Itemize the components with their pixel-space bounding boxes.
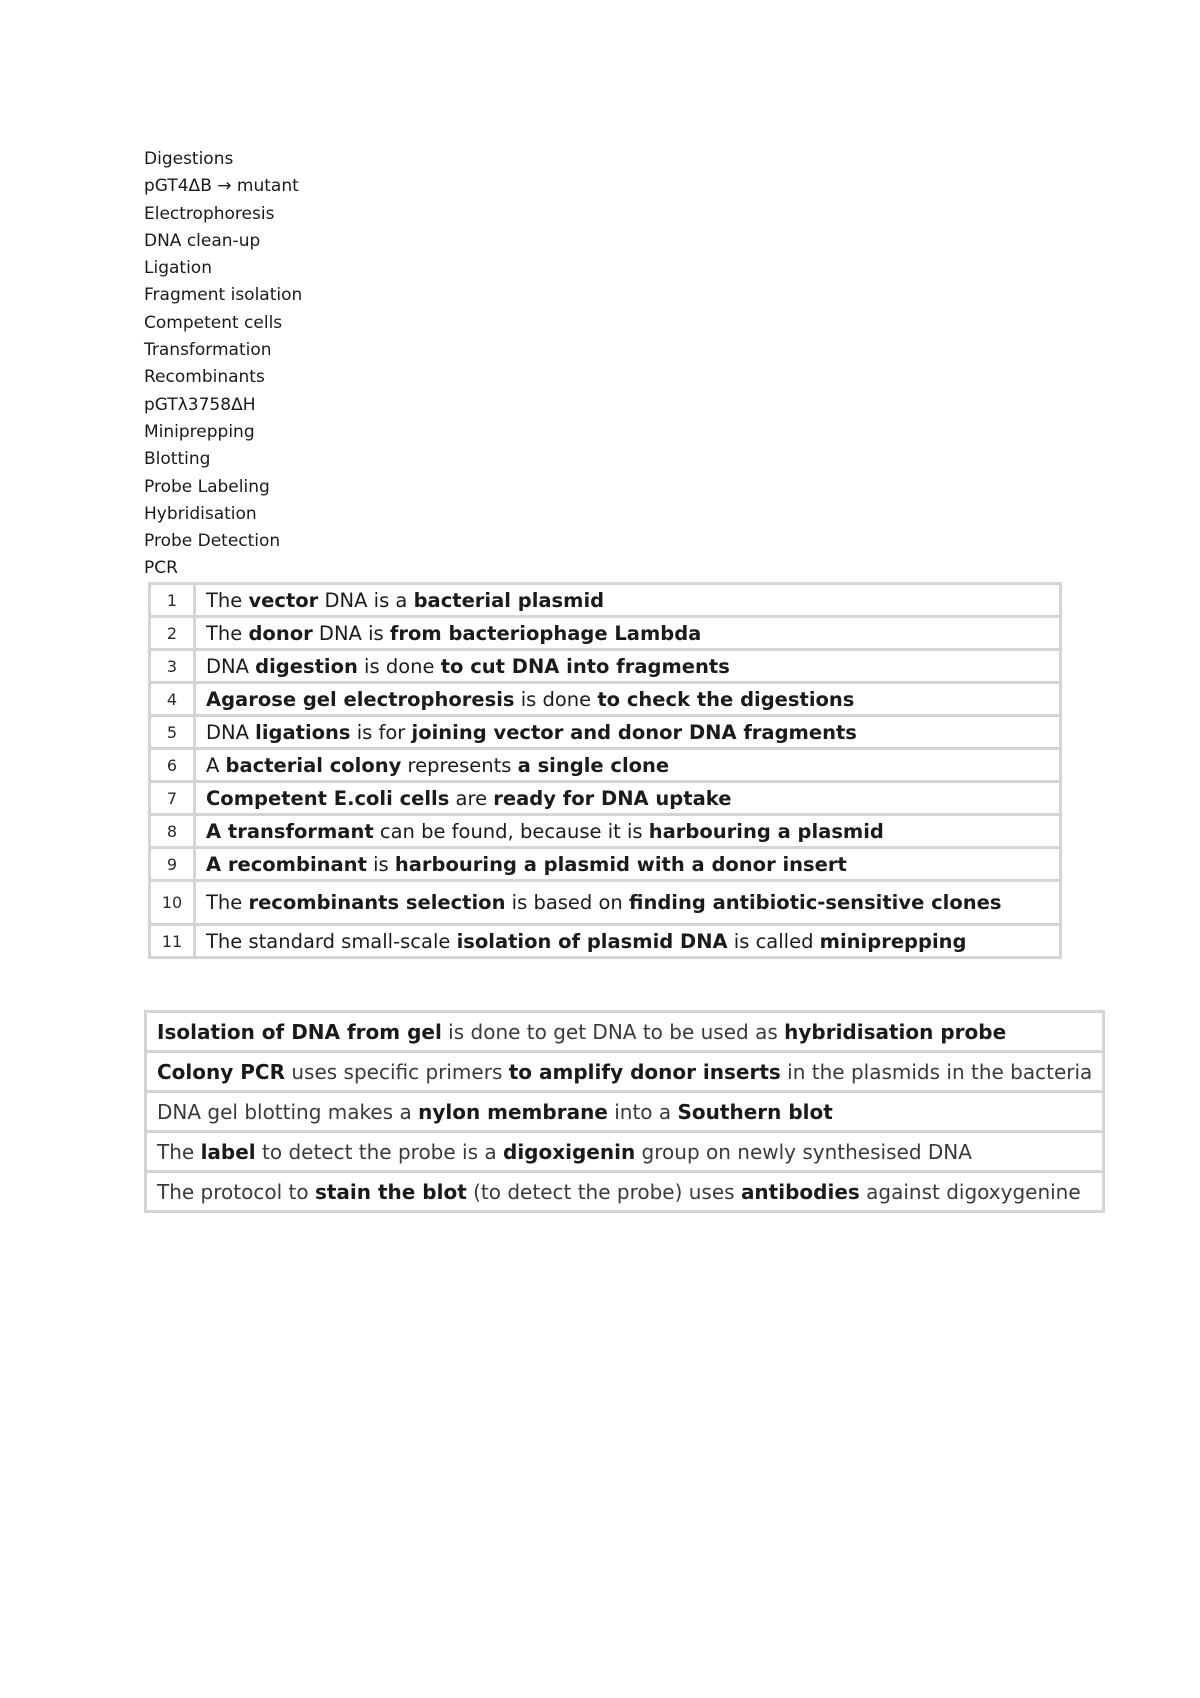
statement-text bbox=[195, 782, 1061, 815]
topic-item: pGTλ3758ΔH bbox=[144, 394, 256, 415]
extra-statement-row bbox=[146, 1132, 1104, 1172]
topic-item: Transformation bbox=[144, 340, 272, 361]
text-phrase: The protocol to bbox=[157, 1179, 315, 1204]
statement-row bbox=[150, 749, 1061, 782]
bold-phrase: digestion bbox=[255, 654, 358, 678]
bold-phrase: isolation of plasmid DNA bbox=[456, 929, 728, 953]
text-phrase: The bbox=[206, 891, 249, 914]
text-phrase: is bbox=[366, 852, 395, 876]
text-phrase: can be found, because it is bbox=[373, 819, 649, 843]
numbered-statements-body bbox=[150, 584, 1061, 958]
bold-phrase: to cut DNA into fragments bbox=[440, 654, 730, 678]
text-phrase: group on newly synthesised DNA bbox=[635, 1139, 972, 1164]
statement-row bbox=[150, 650, 1061, 683]
text-phrase: is done to get DNA to be used as bbox=[441, 1019, 785, 1044]
extra-statement-row bbox=[146, 1052, 1104, 1092]
bold-phrase: A transformant bbox=[206, 819, 374, 843]
extra-statement-row bbox=[146, 1012, 1104, 1052]
text-phrase: in the plasmids in the bacteria bbox=[780, 1059, 1093, 1084]
topic-item: Competent cells bbox=[144, 312, 283, 333]
bold-phrase: antibodies bbox=[740, 1179, 860, 1204]
statement-row bbox=[150, 782, 1061, 815]
statement-number: 5 bbox=[150, 716, 195, 749]
text-phrase: is for bbox=[350, 720, 412, 744]
extra-statement-row bbox=[146, 1172, 1104, 1212]
statement-row bbox=[150, 881, 1061, 925]
text-phrase: DNA is a bbox=[318, 588, 414, 612]
bold-phrase: ligations bbox=[255, 720, 351, 744]
text-phrase: The bbox=[206, 621, 249, 645]
text-phrase: (to detect the probe) uses bbox=[466, 1179, 741, 1204]
topic-item: Digestions bbox=[144, 149, 234, 169]
topic-item: PCR bbox=[144, 558, 178, 579]
bold-phrase: to amplify donor inserts bbox=[508, 1059, 781, 1084]
extra-statement-text bbox=[146, 1012, 1104, 1052]
text-phrase: is called bbox=[727, 929, 820, 953]
topic-item: Probe Detection bbox=[144, 531, 281, 552]
statement-number: 10 bbox=[150, 881, 195, 925]
bold-phrase: joining vector and donor DNA fragments bbox=[411, 720, 857, 744]
text-phrase: DNA gel blotting makes a bbox=[157, 1099, 419, 1124]
topic-item: Miniprepping bbox=[144, 421, 255, 442]
text-phrase: DNA bbox=[206, 654, 256, 678]
bold-phrase: hybridisation probe bbox=[784, 1019, 1007, 1044]
statement-text bbox=[195, 815, 1061, 848]
statement-number: 3 bbox=[150, 650, 195, 683]
topic-item: pGT4ΔB → mutant bbox=[144, 176, 299, 197]
statement-row bbox=[150, 848, 1061, 881]
bold-phrase: Isolation of DNA from gel bbox=[157, 1019, 442, 1044]
bold-phrase: A recombinant bbox=[206, 852, 367, 876]
statement-row bbox=[150, 925, 1061, 958]
topic-item: Electrophoresis bbox=[144, 203, 275, 224]
topic-item: DNA clean-up bbox=[144, 230, 261, 251]
statement-number: 4 bbox=[150, 683, 195, 716]
statement-text bbox=[195, 881, 1061, 925]
text-phrase: The bbox=[206, 588, 249, 612]
numbered-statements-table bbox=[148, 582, 1062, 959]
text-phrase: A bbox=[206, 753, 226, 777]
text-phrase: to detect the probe is a bbox=[255, 1139, 503, 1164]
text-phrase: against digoxygenine bbox=[859, 1179, 1081, 1204]
statement-text bbox=[195, 749, 1061, 782]
bold-phrase: label bbox=[200, 1139, 256, 1164]
topic-item: Ligation bbox=[144, 258, 212, 279]
additional-statements-table bbox=[144, 1010, 1105, 1213]
statement-row bbox=[150, 716, 1061, 749]
statement-text bbox=[195, 716, 1061, 749]
text-phrase: The standard small-scale bbox=[206, 929, 457, 953]
bold-phrase: nylon membrane bbox=[418, 1099, 608, 1124]
text-phrase: into a bbox=[607, 1099, 678, 1124]
text-phrase: uses specific primers bbox=[285, 1059, 509, 1084]
statement-number: 6 bbox=[150, 749, 195, 782]
bold-phrase: donor bbox=[248, 621, 313, 645]
bold-phrase: ready for DNA uptake bbox=[493, 786, 732, 810]
statement-row bbox=[150, 815, 1061, 848]
bold-phrase: a single clone bbox=[517, 753, 670, 777]
bold-phrase: Competent E.coli cells bbox=[206, 786, 450, 810]
extra-statement-text bbox=[146, 1172, 1104, 1212]
extra-statement-text bbox=[146, 1132, 1104, 1172]
statement-number: 9 bbox=[150, 848, 195, 881]
bold-phrase: bacterial colony bbox=[225, 753, 402, 777]
text-phrase: DNA is bbox=[312, 621, 390, 645]
bold-phrase: Southern blot bbox=[677, 1099, 833, 1124]
bold-phrase: recombinants selection bbox=[248, 891, 506, 914]
bold-phrase: bacterial plasmid bbox=[413, 588, 605, 612]
statement-text bbox=[195, 650, 1061, 683]
statement-text bbox=[195, 683, 1061, 716]
bold-phrase: harbouring a plasmid with a donor insert bbox=[394, 852, 847, 876]
statement-number: 1 bbox=[150, 584, 195, 617]
text-phrase: is done bbox=[357, 654, 441, 678]
statement-text bbox=[195, 584, 1061, 617]
bold-phrase: digoxigenin bbox=[503, 1139, 636, 1164]
statement-text bbox=[195, 617, 1061, 650]
statement-number: 8 bbox=[150, 815, 195, 848]
text-phrase: are bbox=[449, 786, 494, 810]
additional-statements-body bbox=[146, 1012, 1104, 1212]
text-phrase: represents bbox=[401, 753, 518, 777]
topic-item: Blotting bbox=[144, 449, 211, 470]
bold-phrase: to check the digestions bbox=[597, 687, 855, 711]
bold-phrase: vector bbox=[248, 588, 319, 612]
bold-phrase: finding antibiotic-sensitive clones bbox=[629, 891, 1002, 914]
topic-item: Fragment isolation bbox=[144, 285, 303, 306]
statement-text bbox=[195, 925, 1061, 958]
extra-statement-text bbox=[146, 1052, 1104, 1092]
text-phrase: is based on bbox=[505, 891, 629, 914]
text-phrase: is done bbox=[514, 687, 598, 711]
topic-item: Recombinants bbox=[144, 367, 265, 388]
statement-number: 7 bbox=[150, 782, 195, 815]
topic-item: Probe Labeling bbox=[144, 476, 270, 497]
text-phrase: The bbox=[157, 1139, 201, 1164]
bold-phrase: miniprepping bbox=[819, 929, 967, 953]
bold-phrase: from bacteriophage Lambda bbox=[389, 621, 702, 645]
statement-row bbox=[150, 584, 1061, 617]
extra-statement-row bbox=[146, 1092, 1104, 1132]
statement-row bbox=[150, 617, 1061, 650]
statement-number: 2 bbox=[150, 617, 195, 650]
bold-phrase: harbouring a plasmid bbox=[648, 819, 884, 843]
extra-statement-text bbox=[146, 1092, 1104, 1132]
statement-number: 11 bbox=[150, 925, 195, 958]
text-phrase: DNA bbox=[206, 720, 256, 744]
bold-phrase: Colony PCR bbox=[157, 1059, 285, 1084]
statement-text bbox=[195, 848, 1061, 881]
topic-item: Hybridisation bbox=[144, 503, 257, 524]
topic-list bbox=[144, 146, 302, 583]
bold-phrase: stain the blot bbox=[314, 1179, 467, 1204]
bold-phrase: Agarose gel electrophoresis bbox=[206, 687, 515, 711]
statement-row bbox=[150, 683, 1061, 716]
